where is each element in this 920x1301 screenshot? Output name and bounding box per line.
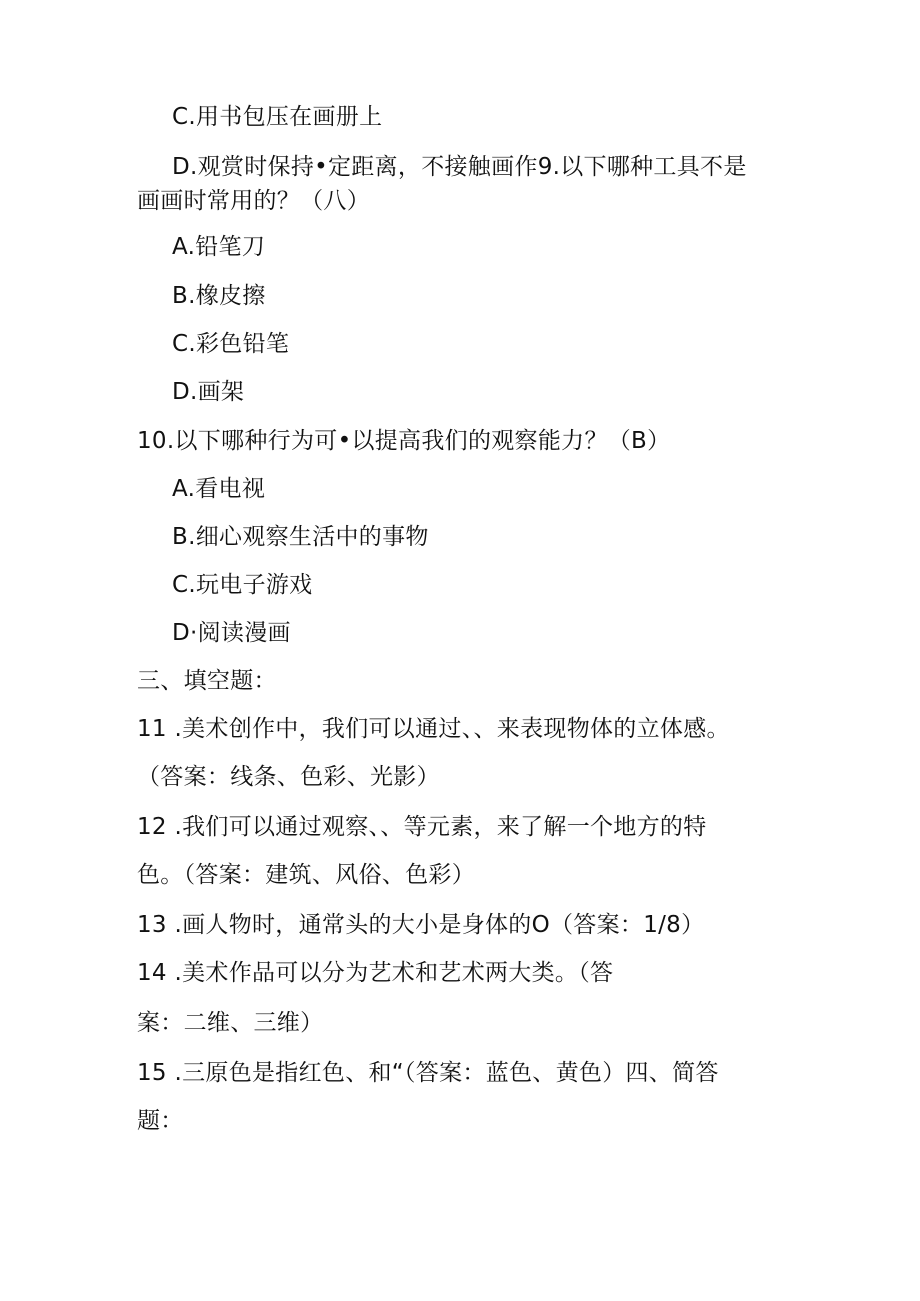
section-heading-fill-in: 三、填空题：: [137, 668, 277, 694]
question-11: 11 .美术创作中，我们可以通过、、来表现物体的立体感。: [137, 716, 730, 742]
question-14: 14 .美术作品可以分为艺术和艺术两大类。（答: [137, 960, 614, 986]
option-b-line: B.橡皮擦: [172, 283, 266, 309]
option-a-line: A.铅笔刀: [172, 234, 266, 260]
question-10: 10.以下哪种行为可•以提高我们的观察能力？（B）: [137, 428, 671, 454]
option-d-line: D.画架: [172, 379, 245, 405]
option-d-line: D.观赏时保持•定距离，不接触画作9.以下哪种工具不是: [172, 154, 747, 180]
question-9-continuation: 画画时常用的？（八）: [137, 188, 370, 214]
question-12: 12 .我们可以通过观察、、等元素，来了解一个地方的特: [137, 814, 707, 840]
question-13: 13 .画人物时，通常头的大小是身体的O（答案：1/8）: [137, 912, 705, 938]
option-a-line: A.看电视: [172, 476, 266, 502]
option-c-line: C.用书包压在画册上: [172, 104, 383, 130]
option-d-line: D·阅读漫画: [172, 620, 291, 646]
option-c-line: C.彩色铅笔: [172, 331, 290, 357]
question-15: 15 .三原色是指红色、和“（答案：蓝色、黄色）四、简答: [137, 1060, 719, 1086]
question-12-answer: 色。（答案：建筑、风俗、色彩）: [137, 862, 475, 888]
option-c-line: C.玩电子游戏: [172, 572, 313, 598]
option-b-line: B.细心观察生活中的事物: [172, 524, 429, 550]
question-14-answer: 案：二维、三维）: [137, 1010, 324, 1036]
section-heading-short-answer: 题：: [137, 1108, 184, 1134]
question-11-answer: （答案：线条、色彩、光影）: [137, 764, 440, 790]
